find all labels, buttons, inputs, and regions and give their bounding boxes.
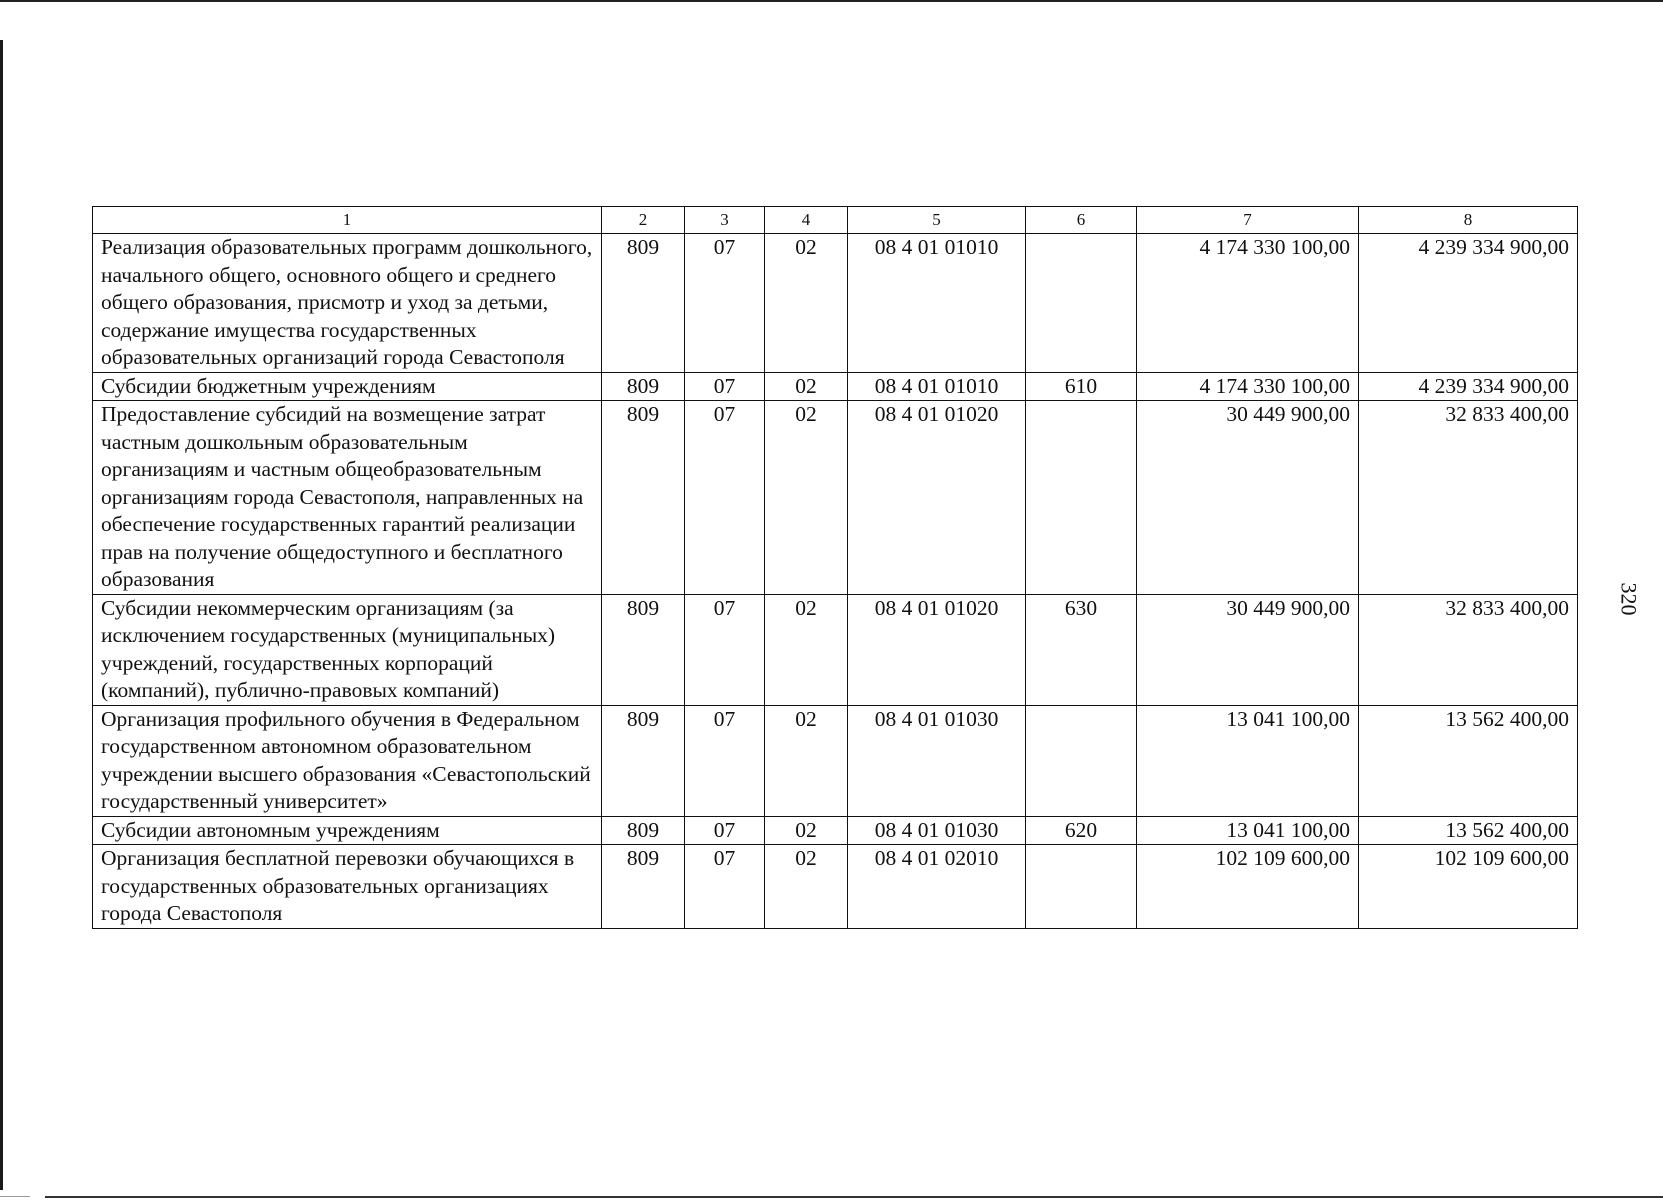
amount-col8: 13 562 400,00 [1359, 816, 1578, 845]
scan-edge-top [0, 0, 1663, 2]
subsection-code: 02 [765, 234, 848, 373]
scan-edge-bottom [45, 1196, 1663, 1198]
table-row [93, 705, 1578, 816]
amount-col7: 4 174 330 100,00 [1137, 372, 1359, 401]
amount-col7: 30 449 900,00 [1137, 401, 1359, 595]
subsection-code: 02 [765, 845, 848, 929]
target-article-code: 08 4 01 01010 [848, 372, 1026, 401]
section-code: 07 [685, 845, 765, 929]
expense-type-code [1026, 401, 1137, 595]
expense-type-code: 630 [1026, 594, 1137, 705]
target-article-code: 08 4 01 01020 [848, 594, 1026, 705]
amount-col8: 4 239 334 900,00 [1359, 372, 1578, 401]
amount-col7: 13 041 100,00 [1137, 816, 1359, 845]
column-header: 1 [93, 207, 602, 234]
amount-col8: 102 109 600,00 [1359, 845, 1578, 929]
ministry-code: 809 [602, 372, 685, 401]
column-header: 4 [765, 207, 848, 234]
ministry-code: 809 [602, 401, 685, 595]
subsection-code: 02 [765, 401, 848, 595]
scan-edge-left [0, 40, 3, 1190]
subsection-code: 02 [765, 594, 848, 705]
column-number-row [93, 207, 1578, 234]
target-article-code: 08 4 01 01030 [848, 705, 1026, 816]
budget-table [92, 206, 1578, 929]
row-name: Субсидии бюджетным учреждениям [93, 372, 602, 401]
scan-edge-bottom-mark [0, 1196, 30, 1197]
target-article-code: 08 4 01 02010 [848, 845, 1026, 929]
ministry-code: 809 [602, 234, 685, 373]
ministry-code: 809 [602, 594, 685, 705]
column-header: 3 [685, 207, 765, 234]
ministry-code: 809 [602, 845, 685, 929]
page-number: 320 [1616, 582, 1642, 616]
column-header: 7 [1137, 207, 1359, 234]
expense-type-code: 620 [1026, 816, 1137, 845]
section-code: 07 [685, 705, 765, 816]
ministry-code: 809 [602, 816, 685, 845]
target-article-code: 08 4 01 01030 [848, 816, 1026, 845]
row-name: Реализация образовательных программ дошкольного, начального общего, основного общего и среднего общего образования, присмотр и уход за детьми, содержание имущества государственных образовательных организаций города Севастополя [93, 234, 602, 373]
column-header: 8 [1359, 207, 1578, 234]
table-row [93, 234, 1578, 373]
ministry-code: 809 [602, 705, 685, 816]
column-header: 5 [848, 207, 1026, 234]
amount-col8: 32 833 400,00 [1359, 401, 1578, 595]
table-row [93, 372, 1578, 401]
target-article-code: 08 4 01 01010 [848, 234, 1026, 373]
row-name: Предоставление субсидий на возмещение затрат частным дошкольным образовательным организациям и частным общеобразовательным организациям города Севастополя, направленных на обеспечение государственных гарантий реализации прав на получение общедоступного и бесплатного образования [93, 401, 602, 595]
amount-col7: 4 174 330 100,00 [1137, 234, 1359, 373]
amount-col8: 4 239 334 900,00 [1359, 234, 1578, 373]
amount-col7: 30 449 900,00 [1137, 594, 1359, 705]
expense-type-code [1026, 705, 1137, 816]
subsection-code: 02 [765, 705, 848, 816]
amount-col7: 13 041 100,00 [1137, 705, 1359, 816]
amount-col7: 102 109 600,00 [1137, 845, 1359, 929]
row-name: Организация профильного обучения в Федеральном государственном автономном образовательном учреждении высшего образования «Севастопольский государственный университет» [93, 705, 602, 816]
section-code: 07 [685, 234, 765, 373]
row-name: Субсидии некоммерческим организациям (за исключением государственных (муниципальных) учреждений, государственных корпораций (компаний), публично-правовых компаний) [93, 594, 602, 705]
section-code: 07 [685, 816, 765, 845]
table-row [93, 594, 1578, 705]
section-code: 07 [685, 594, 765, 705]
section-code: 07 [685, 401, 765, 595]
section-code: 07 [685, 372, 765, 401]
expense-type-code [1026, 234, 1137, 373]
row-name: Организация бесплатной перевозки обучающихся в государственных образовательных организациях города Севастополя [93, 845, 602, 929]
subsection-code: 02 [765, 372, 848, 401]
table-row [93, 816, 1578, 845]
table-row [93, 401, 1578, 595]
column-header: 2 [602, 207, 685, 234]
amount-col8: 13 562 400,00 [1359, 705, 1578, 816]
row-name: Субсидии автономным учреждениям [93, 816, 602, 845]
subsection-code: 02 [765, 816, 848, 845]
amount-col8: 32 833 400,00 [1359, 594, 1578, 705]
column-header: 6 [1026, 207, 1137, 234]
expense-type-code [1026, 845, 1137, 929]
table-row [93, 845, 1578, 929]
target-article-code: 08 4 01 01020 [848, 401, 1026, 595]
expense-type-code: 610 [1026, 372, 1137, 401]
